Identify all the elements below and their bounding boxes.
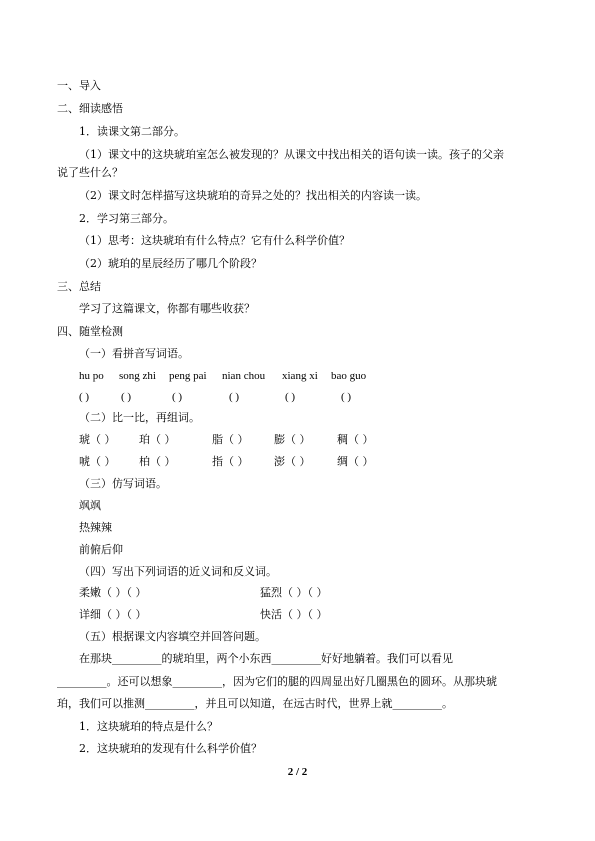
fill-line-2: _________。还可以想象_________，因为它们的腿的四周显出好几圈黑色的圆环。从那块琥 (57, 675, 497, 688)
answer-question-2: 2．这块琥珀的发现有什么科学价值？ (79, 742, 262, 755)
example-word-1: 飒飒 (79, 499, 101, 512)
pinyin-blank: ( ) (285, 391, 296, 403)
pinyin-blank: ( ) (172, 391, 183, 403)
compare-item: 绸（ ） (337, 455, 374, 468)
section-test: 四、随堂检测 (57, 325, 123, 338)
example-word-3: 前俯后仰 (79, 543, 123, 556)
synonym-item: 详细（ ）（ ） (79, 608, 147, 621)
compare-item: 琥（ ） (79, 433, 116, 446)
compare-item: 指（ ） (212, 455, 249, 468)
page-number: 2 / 2 (287, 766, 308, 778)
part-3-title: （三）仿写词语。 (79, 477, 167, 490)
example-word-2: 热辣辣 (79, 521, 112, 534)
synonym-item: 柔嫩（ ）（ ） (79, 586, 147, 599)
compare-item: 澎（ ） (274, 455, 311, 468)
compare-item: 柏（ ） (139, 455, 176, 468)
part-2-title: （二）比一比，再组词。 (79, 411, 200, 424)
study-part3: 2．学习第三部分。 (79, 212, 174, 225)
part-5-title: （五）根据课文内容填空并回答问题。 (79, 630, 266, 643)
pinyin-item: nian chou (222, 370, 266, 382)
read-part2: 1．读课文第二部分。 (79, 125, 185, 138)
fill-line-1: 在那块_________的琥珀里，两个小东西_________好好地躺着。我们可以看见 (79, 652, 453, 665)
pinyin-item: song zhi (119, 370, 156, 382)
pinyin-item: bao guo (331, 370, 367, 382)
compare-item: 稠（ ） (337, 433, 374, 446)
section-intro: 一、导入 (57, 79, 101, 92)
summary-text: 学习了这篇课文，你都有哪些收获？ (79, 302, 255, 315)
pinyin-item: peng pai (169, 370, 207, 382)
section-summary: 三、总结 (57, 280, 101, 293)
think-1: （1）思考：这块琥珀有什么特点？它有什么科学价值？ (79, 234, 350, 247)
synonym-item: 猛烈（ ）（ ） (260, 586, 328, 599)
compare-item: 唬（ ） (79, 455, 116, 468)
pinyin-item: hu po (79, 370, 104, 382)
section-reading: 二、细读感悟 (57, 102, 123, 115)
answer-question-1: 1．这块琥珀的特点是什么？ (79, 720, 218, 733)
pinyin-blank: ( ) (79, 391, 90, 403)
part-1-title: （一）看拼音写词语。 (79, 347, 189, 360)
question-2: （2）课文时怎样描写这块琥珀的奇异之处的？找出相关的内容读一读。 (79, 189, 427, 202)
compare-item: 膨（ ） (274, 433, 311, 446)
think-2: （2）琥珀的星辰经历了哪几个阶段？ (79, 257, 262, 270)
question-1-line1: （1）课文中的这块琥珀室怎么被发现的？从课文中找出相关的语句读一读。孩子的父亲 (79, 148, 504, 161)
compare-item: 脂（ ） (212, 433, 249, 446)
pinyin-blank: ( ) (121, 391, 132, 403)
compare-item: 珀（ ） (139, 433, 176, 446)
pinyin-blank: ( ) (341, 391, 352, 403)
pinyin-item: xiang xi (282, 370, 318, 382)
synonym-item: 快活（ ）（ ） (260, 608, 328, 621)
fill-line-3: 珀，我们可以推测_________，并且可以知道，在远古时代，世界上就_________。 (57, 697, 453, 710)
part-4-title: （四）写出下列词语的近义词和反义词。 (79, 565, 277, 578)
pinyin-blank: ( ) (229, 391, 240, 403)
question-1-line2: 说了些什么？ (57, 166, 123, 179)
